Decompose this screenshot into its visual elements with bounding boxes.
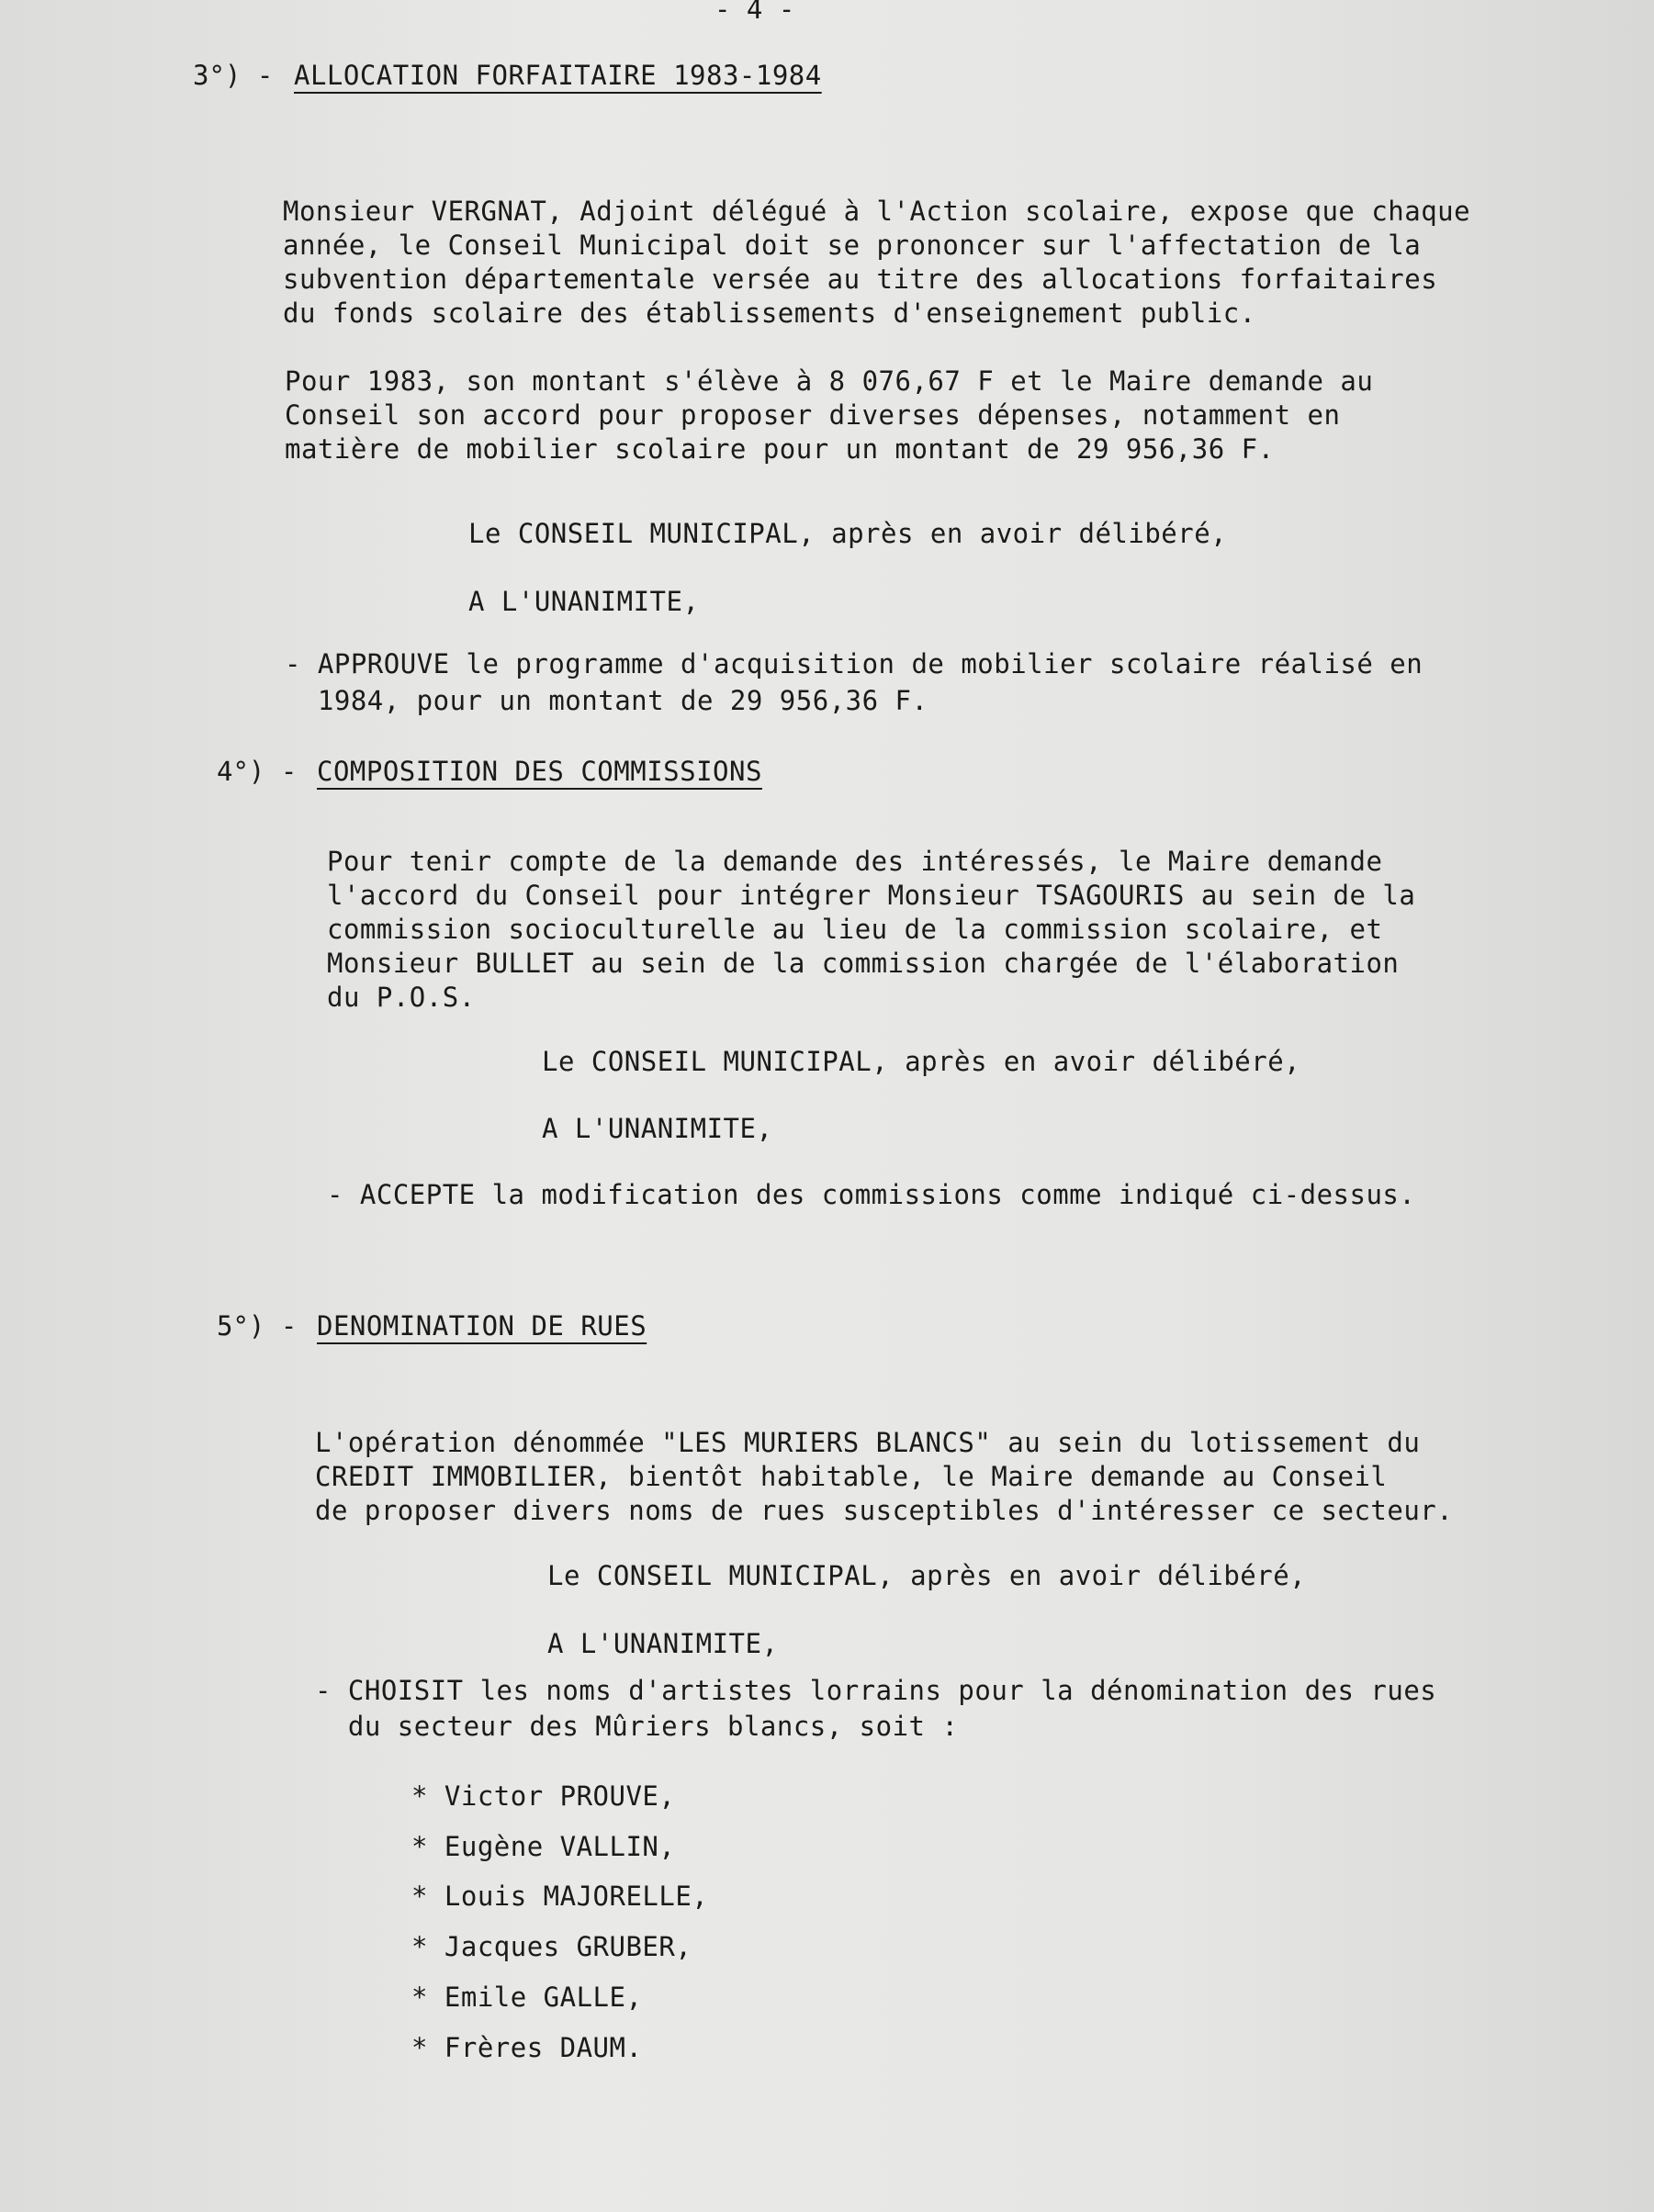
list-item: * Frères DAUM. — [411, 2032, 643, 2063]
page-number: - 4 - — [714, 0, 795, 25]
decision-line: - ACCEPTE la modification des commissions comme indiqué ci-dessus. — [327, 1179, 1416, 1210]
decision-line: - APPROUVE le programme d'acquisition de mobilier scolaire réalisé en — [285, 648, 1423, 679]
section-number: 5°) - — [217, 1310, 298, 1342]
list-item: * Victor PROUVE, — [411, 1780, 676, 1812]
paragraph-line: Monsieur VERGNAT, Adjoint délégué à l'Action scolaire, expose que chaque — [283, 196, 1471, 227]
paragraph-line: Conseil son accord pour proposer diverses dépenses, notamment en — [285, 399, 1341, 431]
section-title: DENOMINATION DE RUES — [317, 1310, 647, 1342]
council-statement: Le CONSEIL MUNICIPAL, après en avoir délibéré, — [542, 1046, 1301, 1077]
vote-statement: A L'UNANIMITE, — [547, 1628, 779, 1659]
paragraph-line: subvention départementale versée au titre des allocations forfaitaires — [283, 264, 1438, 295]
paragraph-line: commission socioculturelle au lieu de la commission scolaire, et — [327, 914, 1383, 945]
vote-statement: A L'UNANIMITE, — [468, 586, 700, 617]
vote-statement: A L'UNANIMITE, — [542, 1113, 773, 1144]
council-statement: Le CONSEIL MUNICIPAL, après en avoir délibéré, — [547, 1560, 1307, 1591]
section-title: COMPOSITION DES COMMISSIONS — [317, 756, 762, 787]
section-number: 3°) - — [193, 60, 274, 91]
paragraph-line: CREDIT IMMOBILIER, bientôt habitable, le Maire demande au Conseil — [315, 1461, 1388, 1492]
paragraph-line: de proposer divers noms de rues susceptibles d'intéresser ce secteur. — [315, 1495, 1454, 1526]
paragraph-line: Monsieur BULLET au sein de la commission chargée de l'élaboration — [327, 948, 1400, 979]
paragraph-line: année, le Conseil Municipal doit se prononcer sur l'affectation de la — [283, 230, 1422, 261]
paragraph-line: du P.O.S. — [327, 982, 476, 1013]
paragraph-line: Pour tenir compte de la demande des intéressés, le Maire demande — [327, 846, 1383, 877]
council-statement: Le CONSEIL MUNICIPAL, après en avoir délibéré, — [468, 518, 1228, 549]
paragraph-line: matière de mobilier scolaire pour un montant de 29 956,36 F. — [285, 433, 1275, 465]
decision-line: 1984, pour un montant de 29 956,36 F. — [285, 685, 928, 716]
list-item: * Jacques GRUBER, — [411, 1931, 692, 1962]
list-item: * Louis MAJORELLE, — [411, 1881, 709, 1912]
decision-line: du secteur des Mûriers blancs, soit : — [315, 1711, 959, 1742]
section-title: ALLOCATION FORFAITAIRE 1983-1984 — [294, 60, 822, 91]
paragraph-line: Pour 1983, son montant s'élève à 8 076,67 F et le Maire demande au — [285, 365, 1374, 397]
decision-line: - CHOISIT les noms d'artistes lorrains pour la dénomination des rues — [315, 1675, 1437, 1706]
paragraph-line: L'opération dénommée "LES MURIERS BLANCS" au sein du lotissement du — [315, 1427, 1421, 1458]
list-item: * Eugène VALLIN, — [411, 1831, 676, 1862]
section-number: 4°) - — [217, 756, 298, 787]
list-item: * Emile GALLE, — [411, 1982, 643, 2013]
paragraph-line: l'accord du Conseil pour intégrer Monsieur TSAGOURIS au sein de la — [327, 880, 1416, 911]
paragraph-line: du fonds scolaire des établissements d'enseignement public. — [283, 298, 1256, 329]
